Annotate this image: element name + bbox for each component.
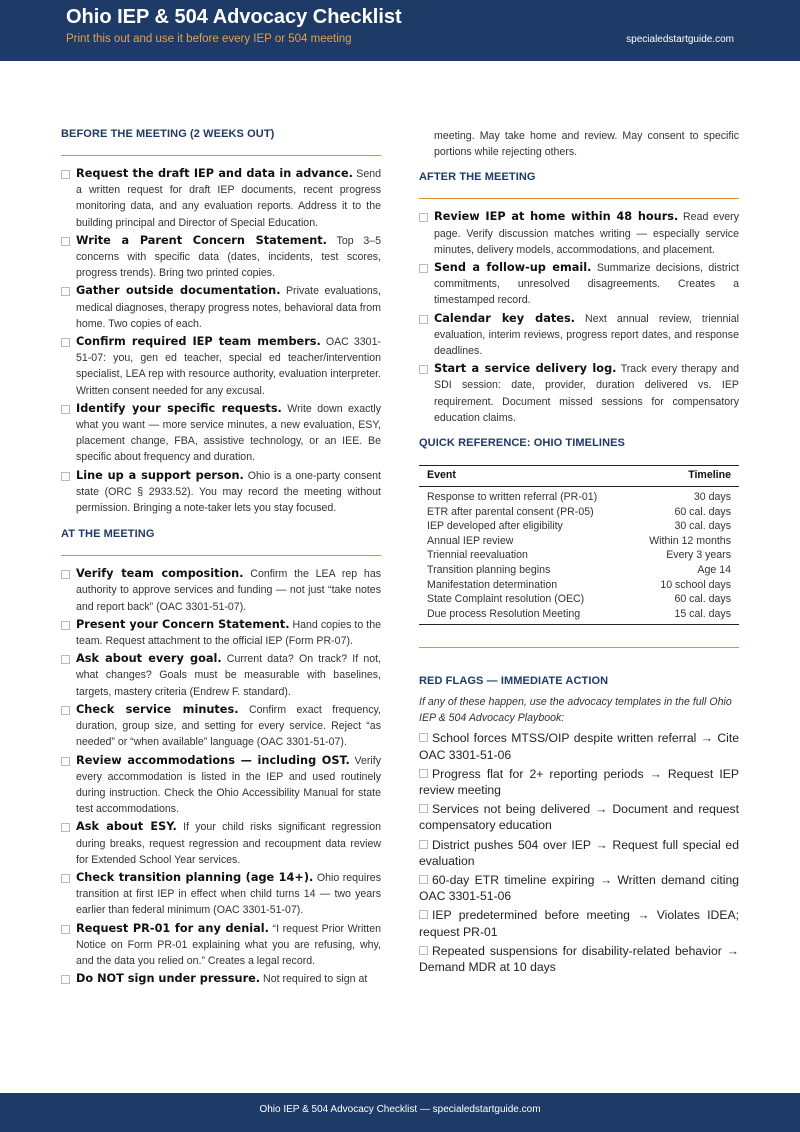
page-subtitle: Print this out and use it before every IEP or 504 meeting [66,33,352,45]
table-cell-timeline: 60 cal. days [674,593,731,606]
redflag-item [419,766,739,798]
checklist-item [419,260,739,309]
checklist-item [61,870,381,919]
table-cell-timeline: Every 3 years [666,549,731,562]
during-checklist [61,566,381,987]
redflag-text: School forces MTSS/OIP despite written referral → Cite OAC 3301-51-06 [419,731,739,762]
table-row [419,578,739,593]
item-text: Confirm exact frequency, duration, group size, and setting for every service. Reject “as needed” or “when available” language (OAC 3301-51-07). [76,703,381,749]
redflag-text: District pushes 504 over IEP → Request full special ed evaluation [419,837,739,868]
table-header-event: Event [427,469,456,482]
checklist-item [61,651,381,700]
checkbox[interactable] [419,946,428,955]
section-divider [61,555,381,556]
checklist-item [61,166,381,231]
item-heading: Check service minutes. [76,702,239,716]
item-text: Next annual review, triennial evaluation, interim reviews, progress report dates, and response deadlines. [434,312,739,358]
item-text: If your child risks significant regression during breaks, request regression and recoupment data review for Extended School Year services. [76,821,381,866]
table-cell-event: IEP developed after eligibility [427,520,563,533]
table-cell-event: Response to written referral (PR-01) [427,491,598,504]
item-text: Read every page. Verify discussion matches writing — especially service minutes, delivery models, accommodations, and placement. [434,211,739,256]
checklist-item [61,753,381,818]
checkbox[interactable] [419,315,428,324]
item-heading: Review accommodations — including OST. [76,753,350,767]
table-row [419,563,739,578]
redflags-list [419,730,739,975]
item-text: Ohio is a one-party consent state (ORC § 2933.52). You may record the meeting without permission. Bringing a note-taker lets you stay focused. [76,469,382,515]
item-heading: Request the draft IEP and data in advance. [76,167,353,180]
item-heading: Confirm required IEP team members. [76,335,321,349]
checkbox[interactable] [61,621,70,630]
redflag-text: Services not being delivered → Document and request compensatory education [419,802,739,833]
checkbox[interactable] [61,757,70,766]
checklist-item [61,334,381,399]
table-row [419,505,739,520]
table-cell-timeline: 30 cal. days [674,520,731,533]
checklist-item [61,468,381,517]
table-cell-timeline: Within 12 months [649,534,731,547]
section-divider [419,647,739,648]
item-heading: Send a follow-up email. [434,261,592,275]
before-checklist [61,166,381,516]
section-divider [61,155,381,156]
redflag-item [419,837,739,869]
item-text: Track every therapy and SDI session: date, provider, duration delivered vs. IEP requirement. Document missed sessions for compensatory education claims. [434,363,739,424]
timelines-section-title: QUICK REFERENCE: OHIO TIMELINES [419,437,625,450]
checklist-item [61,566,381,615]
redflag-item [419,872,739,904]
checkbox[interactable] [419,365,428,374]
item-text: “I request Prior Written Notice on Form PR-01 explaining what you are refusing, why, and the data you relied on.” Creates a legal record. [76,922,381,967]
redflag-item [419,730,739,762]
checkbox[interactable] [61,823,70,832]
table-cell-event: Triennial reevaluation [427,549,528,562]
item-heading: Check transition planning (age 14+). [76,870,314,884]
table-row [419,548,739,563]
redflags-section-title: RED FLAGS — IMMEDIATE ACTION [419,675,609,688]
table-cell-timeline: 15 cal. days [674,607,731,620]
item-heading: Identify your specific requests. [76,401,282,415]
checkbox[interactable] [61,170,70,179]
redflag-text: IEP predetermined before meeting → Violates IDEA; request PR-01 [419,908,739,939]
table-cell-event: Due process Resolution Meeting [427,607,581,620]
table-row [419,490,739,505]
table-cell-timeline: Age 14 [697,564,731,577]
redflag-item [419,943,739,975]
after-section-title: AFTER THE MEETING [419,171,536,184]
left-column [61,128,381,989]
table-cell-event: Manifestation determination [427,578,558,591]
continued-item-text: meeting. May take home and review. May consent to specific portions while rejecting others. [434,130,739,159]
item-text: Verify every accommodation is listed in the IEP and used routinely during instruction. Check the Ohio Accessibility Manual for state test accommodations. [76,754,381,816]
checkbox[interactable] [419,804,428,813]
checklist-item [61,702,381,751]
item-text: Send a written request for draft IEP documents, recent progress monitoring data, and any evaluation reports. Address it to the building principal and Director of Special Education. [76,168,382,229]
checkbox[interactable] [61,472,70,481]
redflag-item [419,801,739,833]
item-text: Top 3–5 concerns with specific data (dates, incidents, test scores, progress trends). Bring two printed copies. [76,234,381,280]
table-row [419,607,739,622]
item-text: Hand copies to the team. Request attachment to the official IEP (Form PR-07). [76,618,381,648]
checkbox[interactable] [61,237,70,246]
item-heading: Review IEP at home within 48 hours. [434,210,679,224]
after-checklist [419,209,739,426]
item-text: Not required to sign at [260,973,368,986]
redflags-intro: If any of these happen, use the advocacy templates in the full Ohio IEP & 504 Advocacy Playbook: [419,696,732,725]
checklist-item [61,617,381,649]
item-text: Current data? On track? If not, what changes? Goals must be measurable with baselines, targets, mastery criteria (Endrew F. standard). [76,653,381,698]
checklist-item [419,311,739,360]
redflag-item [419,907,739,939]
checkbox[interactable] [61,874,70,883]
item-text: OAC 3301-51-07: you, gen ed teacher, special ed teacher/intervention specialist, LEA rep with resource authority, evaluation interpreter. Written consent needed for any excusal. [76,336,381,397]
item-heading: Start a service delivery log. [434,362,617,376]
table-cell-event: Annual IEP review [427,534,514,547]
table-header-row [419,466,739,487]
checkbox[interactable] [419,840,428,849]
before-section-title: BEFORE THE MEETING (2 WEEKS OUT) [61,128,275,140]
item-heading: Present your Concern Statement. [76,617,290,631]
checkbox[interactable] [61,287,70,296]
during-section-title: AT THE MEETING [61,528,155,541]
checkbox[interactable] [419,910,428,919]
table-cell-event: Transition planning begins [427,564,551,577]
checklist-item [61,233,381,282]
item-text: Ohio requires transition at first IEP in effect when child turns 14 — two years earlier than federal minimum (OAC 3301-51-07). [76,871,382,917]
redflag-text: 60-day ETR timeline expiring → Written demand citing OAC 3301-51-06 [419,873,739,904]
table-cell-timeline: 10 school days [660,578,731,591]
checkbox[interactable] [419,264,428,273]
item-heading: Gather outside documentation. [76,284,281,298]
checkbox[interactable] [61,925,70,934]
item-heading: Ask about ESY. [76,820,177,834]
redflag-text: Progress flat for 2+ reporting periods → Request IEP review meeting [419,766,739,797]
checkbox[interactable] [419,733,428,742]
table-cell-event: ETR after parental consent (PR-05) [427,505,594,518]
table-row [419,519,739,534]
table-cell-timeline: 60 cal. days [674,505,731,518]
page-footer: Ohio IEP & 504 Advocacy Checklist — specialedstartguide.com [0,1093,800,1132]
item-text: Summarize decisions, district commitments, unresolved disagreements. Creates a timestamped record. [434,262,739,307]
checkbox[interactable] [61,975,70,984]
table-cell-timeline: 30 days [693,491,731,504]
header-site-url: specialedstartguide.com [626,34,734,45]
page-title: Ohio IEP & 504 Advocacy Checklist [66,6,402,28]
item-heading: Ask about every goal. [76,652,222,666]
checkbox[interactable] [61,405,70,414]
table-header-timeline: Timeline [688,469,731,482]
page-header [0,0,800,61]
item-heading: Do NOT sign under pressure. [76,972,261,986]
checkbox[interactable] [61,706,70,715]
right-column [419,128,739,978]
item-heading: Line up a support person. [76,468,244,482]
checkbox[interactable] [61,338,70,347]
section-divider [419,198,739,199]
table-row [419,534,739,549]
checklist-item [61,971,381,987]
checkbox[interactable] [419,769,428,778]
table-body [419,487,739,624]
checklist-item [61,401,381,466]
item-text: Private evaluations, medical diagnoses, therapy progress notes, behavioral data from home. Two copies of each. [76,285,381,330]
checkbox[interactable] [419,875,428,884]
checklist-item [419,209,739,258]
checklist-item [61,921,381,970]
checklist-item [61,283,381,332]
checklist-item [61,819,381,868]
item-text: Confirm the LEA rep has authority to approve services and funding — not just “take notes and report back” (OAC 3301-51-07). [76,568,382,613]
item-heading: Request PR-01 for any denial. [76,921,269,935]
item-heading: Calendar key dates. [434,311,575,325]
checkbox[interactable] [61,570,70,579]
item-text: Write down exactly what you want — more service minutes, a new evaluation, ESY, placement change, FBA, assistive technology, or an IEE. Be specific about frequency and duration. [76,402,382,464]
checklist-item [419,361,739,426]
table-row [419,592,739,607]
item-heading: Write a Parent Concern Statement. [76,233,327,247]
table-cell-event: State Complaint resolution (OEC) [427,593,585,606]
redflag-text: Repeated suspensions for disability-related behavior → Demand MDR at 10 days [419,943,739,975]
timelines-table [419,465,739,625]
checkbox[interactable] [419,213,428,222]
item-heading: Verify team composition. [76,567,244,581]
checkbox[interactable] [61,655,70,664]
